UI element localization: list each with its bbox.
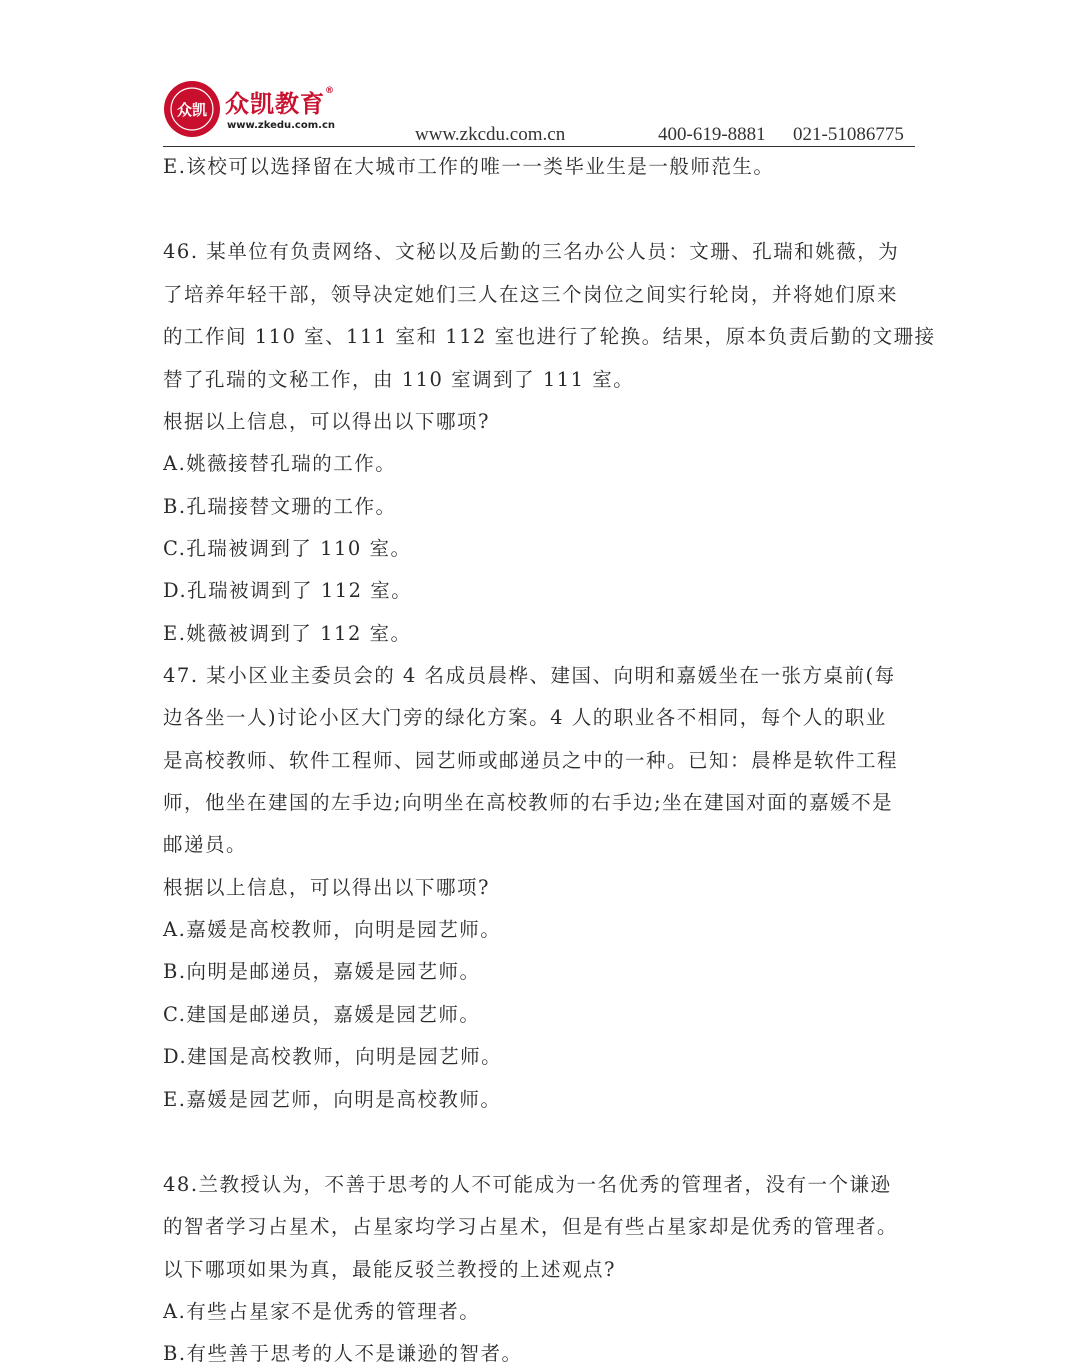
text-line: 48.兰教授认为，不善于思考的人不可能成为一名优秀的管理者，没有一个谦逊 xyxy=(163,1173,892,1196)
header-divider xyxy=(163,146,915,147)
text-line: 47. 某小区业主委员会的 4 名成员晨桦、建国、向明和嘉媛坐在一张方桌前(每 xyxy=(163,664,896,687)
text-line: 替了孔瑞的文秘工作，由 110 室调到了 111 室。 xyxy=(163,368,635,391)
text-line: A.嘉媛是高校教师，向明是园艺师。 xyxy=(163,918,502,941)
brand-name: 众凯教育® xyxy=(225,86,335,118)
text-line: 师，他坐在建国的左手边;向明坐在高校教师的右手边;坐在建国对面的嘉媛不是 xyxy=(163,791,894,814)
text-line: 邮递员。 xyxy=(163,833,248,856)
page-header xyxy=(163,78,915,150)
text-line: E.该校可以选择留在大城市工作的唯一一类毕业生是一般师范生。 xyxy=(163,155,775,178)
text-line: 根据以上信息，可以得出以下哪项? xyxy=(163,876,490,899)
text-line: E.嘉媛是园艺师，向明是高校教师。 xyxy=(163,1088,502,1111)
text-line: 以下哪项如果为真，最能反驳兰教授的上述观点? xyxy=(163,1258,616,1281)
text-line: 的智者学习占星术，占星家均学习占星术，但是有些占星家却是优秀的管理者。 xyxy=(163,1215,899,1238)
text-line: 46. 某单位有负责网络、文秘以及后勤的三名办公人员：文珊、孔瑞和姚薇，为 xyxy=(163,240,900,263)
text-line: 的工作间 110 室、111 室和 112 室也进行了轮换。结果，原本负责后勤的文珊接 xyxy=(163,325,936,348)
text-line: 根据以上信息，可以得出以下哪项? xyxy=(163,410,490,433)
text-line: D.建国是高校教师，向明是园艺师。 xyxy=(163,1045,503,1068)
text-line: C.建国是邮递员，嘉媛是园艺师。 xyxy=(163,1003,481,1026)
header-phone-1: 400-619-8881 xyxy=(658,124,766,145)
text-line: A.姚薇接替孔瑞的工作。 xyxy=(163,452,397,475)
brand-url: www.zkedu.com.cn xyxy=(227,120,335,131)
text-line: B.孔瑞接替文珊的工作。 xyxy=(163,495,397,518)
brand-seal-logo xyxy=(163,80,221,138)
text-line: 了培养年轻干部，领导决定她们三人在这三个岗位之间实行轮岗，并将她们原来 xyxy=(163,283,899,306)
header-website: www.zkcdu.com.cn xyxy=(415,124,566,145)
header-phone-2: 021-51086775 xyxy=(793,124,904,145)
text-line: 是高校教师、软件工程师、园艺师或邮递员之中的一种。已知：晨桦是软件工程 xyxy=(163,749,899,772)
text-line: D.孔瑞被调到了 112 室。 xyxy=(163,579,413,602)
text-line: 边各坐一人)讨论小区大门旁的绿化方案。4 人的职业各不相同，每个人的职业 xyxy=(163,706,887,729)
text-line: A.有些占星家不是优秀的管理者。 xyxy=(163,1300,481,1323)
text-line: C.孔瑞被调到了 110 室。 xyxy=(163,537,412,560)
text-line: E.姚薇被调到了 112 室。 xyxy=(163,622,412,645)
text-line: B.向明是邮递员，嘉媛是园艺师。 xyxy=(163,960,481,983)
seal-text: 众凯 xyxy=(176,101,208,119)
text-line: B.有些善于思考的人不是谦逊的智者。 xyxy=(163,1342,523,1365)
